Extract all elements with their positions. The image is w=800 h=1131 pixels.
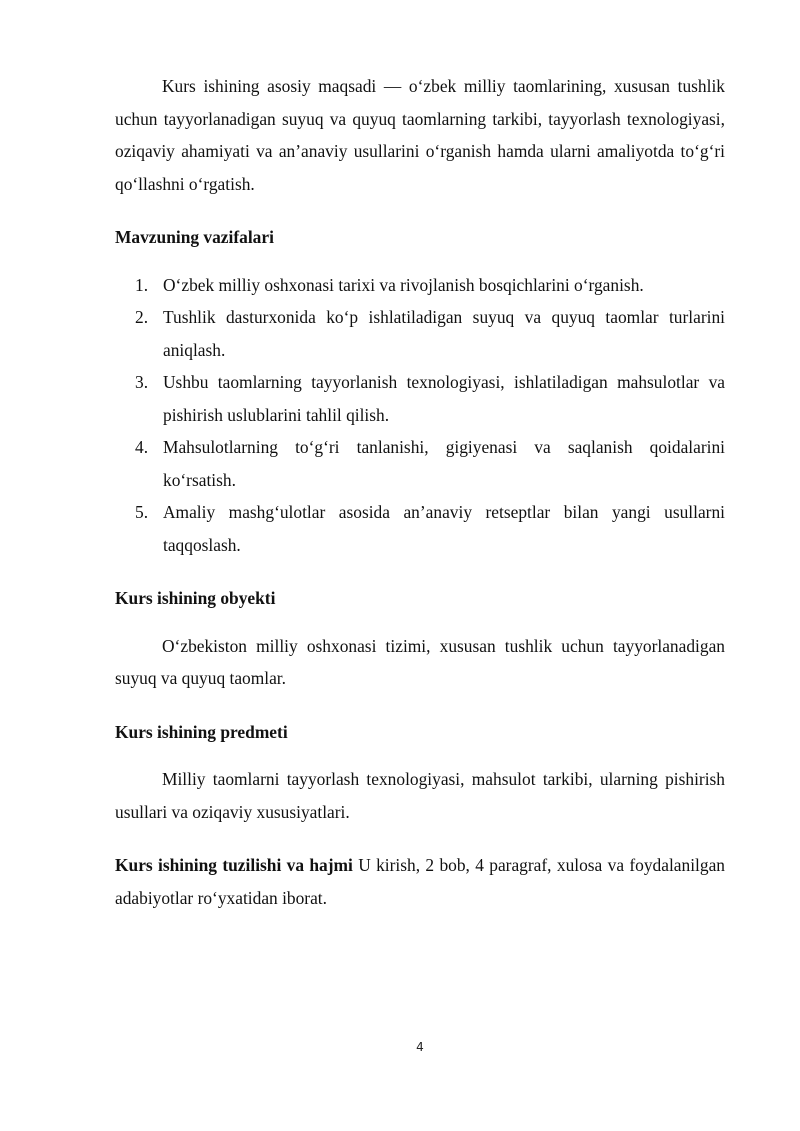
structure-heading: Kurs ishining tuzilishi va hajmi <box>115 855 353 875</box>
list-item-text: Ushbu taomlarning tayyorlanish texnologiyasi, ishlatiladigan mahsulotlar va pishirish uslublarini tahlil qilish. <box>163 372 725 425</box>
structure-text: U kirish, 2 bob, 4 paragraf, xulosa va foydalanilgan adabiyotlar ro‘yxatidan iborat. <box>115 855 725 908</box>
list-item-number: 5. <box>135 502 149 522</box>
object-heading: Kurs ishining obyekti <box>115 588 276 608</box>
list-item <box>115 301 725 366</box>
subject-heading: Kurs ishining predmeti <box>115 721 288 742</box>
tasks-list <box>115 269 725 562</box>
list-item-text: Mahsulotlarning to‘g‘ri tanlanishi, gigiyenasi va saqlanish qoidalarini ko‘rsatish. <box>163 437 725 490</box>
list-item <box>115 366 725 431</box>
object-paragraph: O‘zbekiston milliy oshxonasi tizimi, xususan tushlik uchun tayyorlanadigan suyuq va quyuq taomlar. <box>115 635 725 688</box>
list-item-number: 1. <box>135 274 149 295</box>
list-item <box>115 269 725 302</box>
intro-paragraph: Kurs ishining asosiy maqsadi — o‘zbek milliy taomlarining, xususan tushlik uchun tayyorlanadigan suyuq va quyuq taomlarning tarkibi, tayyorlash texnologiyasi, oziqaviy ahamiyati va an’anaviy usullarini o‘rganish hamda ularni amaliyotda to‘g‘ri qo‘llashni o‘rgatish. <box>115 76 725 194</box>
page-number: 4 <box>416 1040 424 1054</box>
list-item-number: 4. <box>135 437 149 457</box>
list-item-text: Amaliy mashg‘ulotlar asosida an’anaviy retseptlar bilan yangi usullarni taqqoslash. <box>163 502 725 555</box>
list-item-text: O‘zbek milliy oshxonasi tarixi va rivojlanish bosqichlarini o‘rganish. <box>163 274 644 295</box>
list-item <box>115 431 725 496</box>
tasks-heading: Mavzuning vazifalari <box>115 227 274 247</box>
subject-paragraph: Milliy taomlarni tayyorlash texnologiyasi, mahsulot tarkibi, ularning pishirish usullari va oziqaviy xususiyatlari. <box>115 769 725 822</box>
list-item-number: 2. <box>135 307 149 327</box>
list-item-text: Tushlik dasturxonida ko‘p ishlatiladigan suyuq va quyuq taomlar turlarini aniqlash. <box>163 307 725 360</box>
document-page <box>115 70 725 914</box>
structure-paragraph <box>115 849 725 914</box>
list-item-number: 3. <box>135 372 149 392</box>
list-item <box>115 496 725 561</box>
